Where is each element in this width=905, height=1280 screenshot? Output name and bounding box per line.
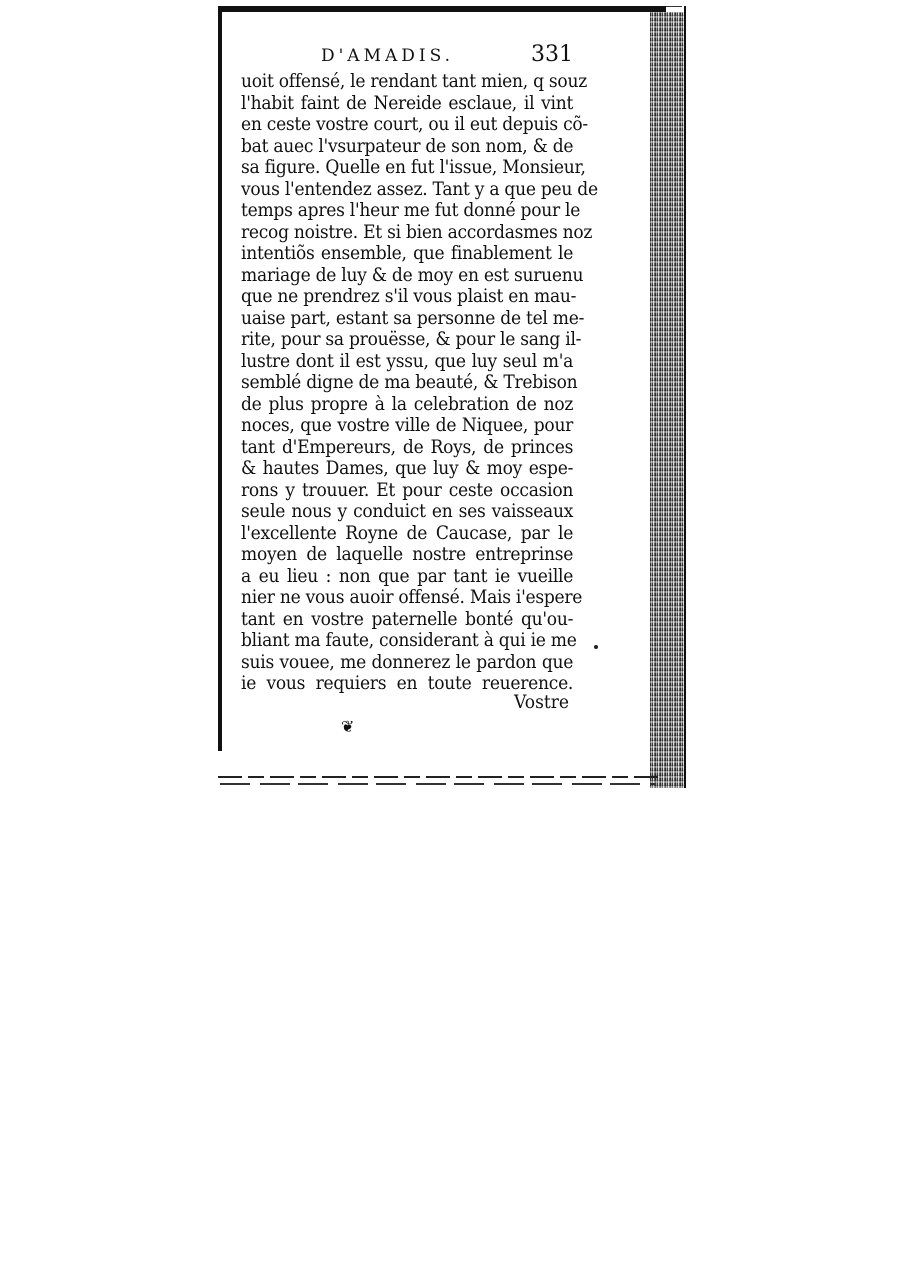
text-line: mariage de luy & de moy en est suruenu [241,263,584,286]
text-line: noces, que vostre ville de Niquee, pour [241,414,574,436]
body-text [241,70,598,695]
bottom-page-edge [218,776,658,778]
text-line: rons y trouuer. Et pour ceste occasion [241,478,574,501]
text-line: l'habit faint de Nereide esclaue, il vint [241,91,574,114]
right-page-border [684,6,686,788]
text-line: bliant ma faute, considerant à qui ie me [241,629,577,651]
text-line: suis vouee, me donnerez le pardon que [241,650,574,673]
left-page-edge [218,6,222,751]
ink-speck [594,645,598,649]
text-line: seule nous y conduict en ses vaisseaux [241,500,574,522]
text-line: temps apres l'heur me fut donné pour le [241,199,581,221]
text-line: semblé digne de ma beauté, & Trebison [241,371,578,393]
fleuron-ornament-icon: ❦ [341,717,355,736]
text-line: vous l'entendez assez. Tant y a que peu de [241,177,598,200]
text-line: que ne prendrez s'il vous plaist en mau- [241,285,577,307]
text-line: tant en vostre paternelle bonté qu'ou- [241,607,574,630]
page-header [218,42,686,72]
text-line: de plus propre à la celebration de noz [241,392,574,415]
text-line: uaise part, estant sa personne de tel me- [241,306,585,329]
text-line: ie vous requiers en toute reuerence. [241,672,574,694]
catchword: Vostre [514,691,570,713]
text-line: moyen de laquelle nostre entreprinse [241,543,574,565]
text-line: rite, pour sa prouësse, & pour le sang il- [241,328,582,350]
page-stack-edge [650,12,686,788]
top-page-edge [218,6,666,12]
text-line: & hautes Dames, que luy & moy espe- [241,457,574,479]
text-line: l'excellente Royne de Caucase, par le [241,521,574,544]
text-line: bat auec l'vsurpateur de son nom, & de [241,134,574,157]
text-line: sa figure. Quelle en fut l'issue, Monsieur, [241,156,586,178]
text-line: recog noistre. Et si bien accordasmes noz [241,220,593,243]
bottom-page-edge-lower [220,783,656,785]
text-line: lustre dont il est yssu, que luy seul m'a [241,349,574,372]
scanned-page [218,6,686,788]
text-line: uoit offensé, le rendant tant mien, q souz [241,70,587,92]
text-line: intentiõs ensemble, que finablement le [241,242,574,264]
text-line: en ceste vostre court, ou il eut depuis cõ- [241,113,588,135]
text-line: nier ne vous auoir offensé. Mais i'espere [241,586,583,608]
text-line: a eu lieu : non que par tant ie vueille [241,564,574,587]
text-line: tant d'Empereurs, de Roys, de princes [241,435,574,458]
top-page-edge-thin [666,6,682,7]
running-head: D'AMADIS. [321,46,455,66]
page-number: 331 [531,42,573,67]
